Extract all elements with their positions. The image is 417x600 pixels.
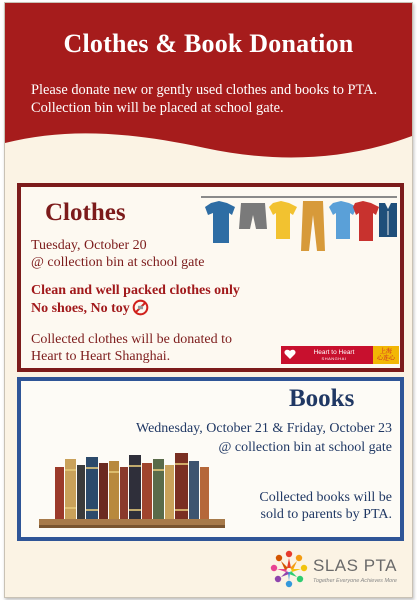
heart-to-heart-chinese bbox=[373, 346, 399, 364]
clothes-donation-note bbox=[31, 331, 281, 365]
books-note-line2: sold to parents by PTA. bbox=[260, 507, 392, 522]
slas-org-name: SLAS PTA bbox=[313, 556, 397, 575]
clothes-rule-line2-row bbox=[31, 299, 240, 317]
intro-text: Please donate new or gently used clothes and books to PTA. Collection bin will be placed at school gate. bbox=[31, 82, 378, 116]
slas-people-icon bbox=[267, 548, 311, 592]
slas-pta-logo bbox=[267, 548, 409, 592]
clothes-date: Tuesday, October 20 bbox=[31, 238, 147, 253]
books-note-line1: Collected books will be bbox=[259, 490, 392, 505]
clothes-section bbox=[17, 183, 404, 372]
heart-to-heart-logo-left bbox=[281, 346, 373, 364]
books-section bbox=[17, 377, 404, 541]
heart-to-heart-logo bbox=[281, 346, 399, 364]
heart-icon bbox=[284, 349, 296, 360]
heart-to-heart-city: SHANGHAI bbox=[321, 356, 347, 361]
no-toys-icon bbox=[132, 299, 149, 316]
clothes-schedule bbox=[31, 237, 231, 271]
clothes-location: @ collection bin at school gate bbox=[31, 255, 205, 270]
heart-to-heart-chinese-line2: 心连心 bbox=[376, 355, 395, 362]
clothes-note-line1: Collected clothes will be donated to bbox=[31, 332, 233, 347]
books-date: Wednesday, October 21 & Friday, October 23 bbox=[136, 421, 392, 436]
books-location: @ collection bin at school gate bbox=[218, 440, 392, 455]
clothes-requirements bbox=[31, 283, 240, 317]
clothes-rule-line2: No shoes, No toy bbox=[31, 301, 130, 316]
slas-tagline: Together Everyone Achieves More bbox=[313, 578, 397, 584]
clothes-note-line2: Heart to Heart Shanghai. bbox=[31, 349, 171, 364]
heart-to-heart-chinese-line1: 上海 bbox=[379, 348, 392, 355]
clothes-heading: Clothes bbox=[45, 199, 126, 226]
clothes-rule-line1: Clean and well packed clothes only bbox=[31, 283, 240, 298]
books-sale-note bbox=[222, 489, 392, 523]
books-heading: Books bbox=[289, 385, 355, 412]
page-title: Clothes & Book Donation bbox=[63, 29, 354, 58]
donation-poster bbox=[4, 2, 413, 598]
header-banner bbox=[5, 3, 412, 163]
bookshelf-illustration bbox=[31, 449, 231, 531]
heart-to-heart-name: Heart to Heart bbox=[313, 349, 355, 356]
